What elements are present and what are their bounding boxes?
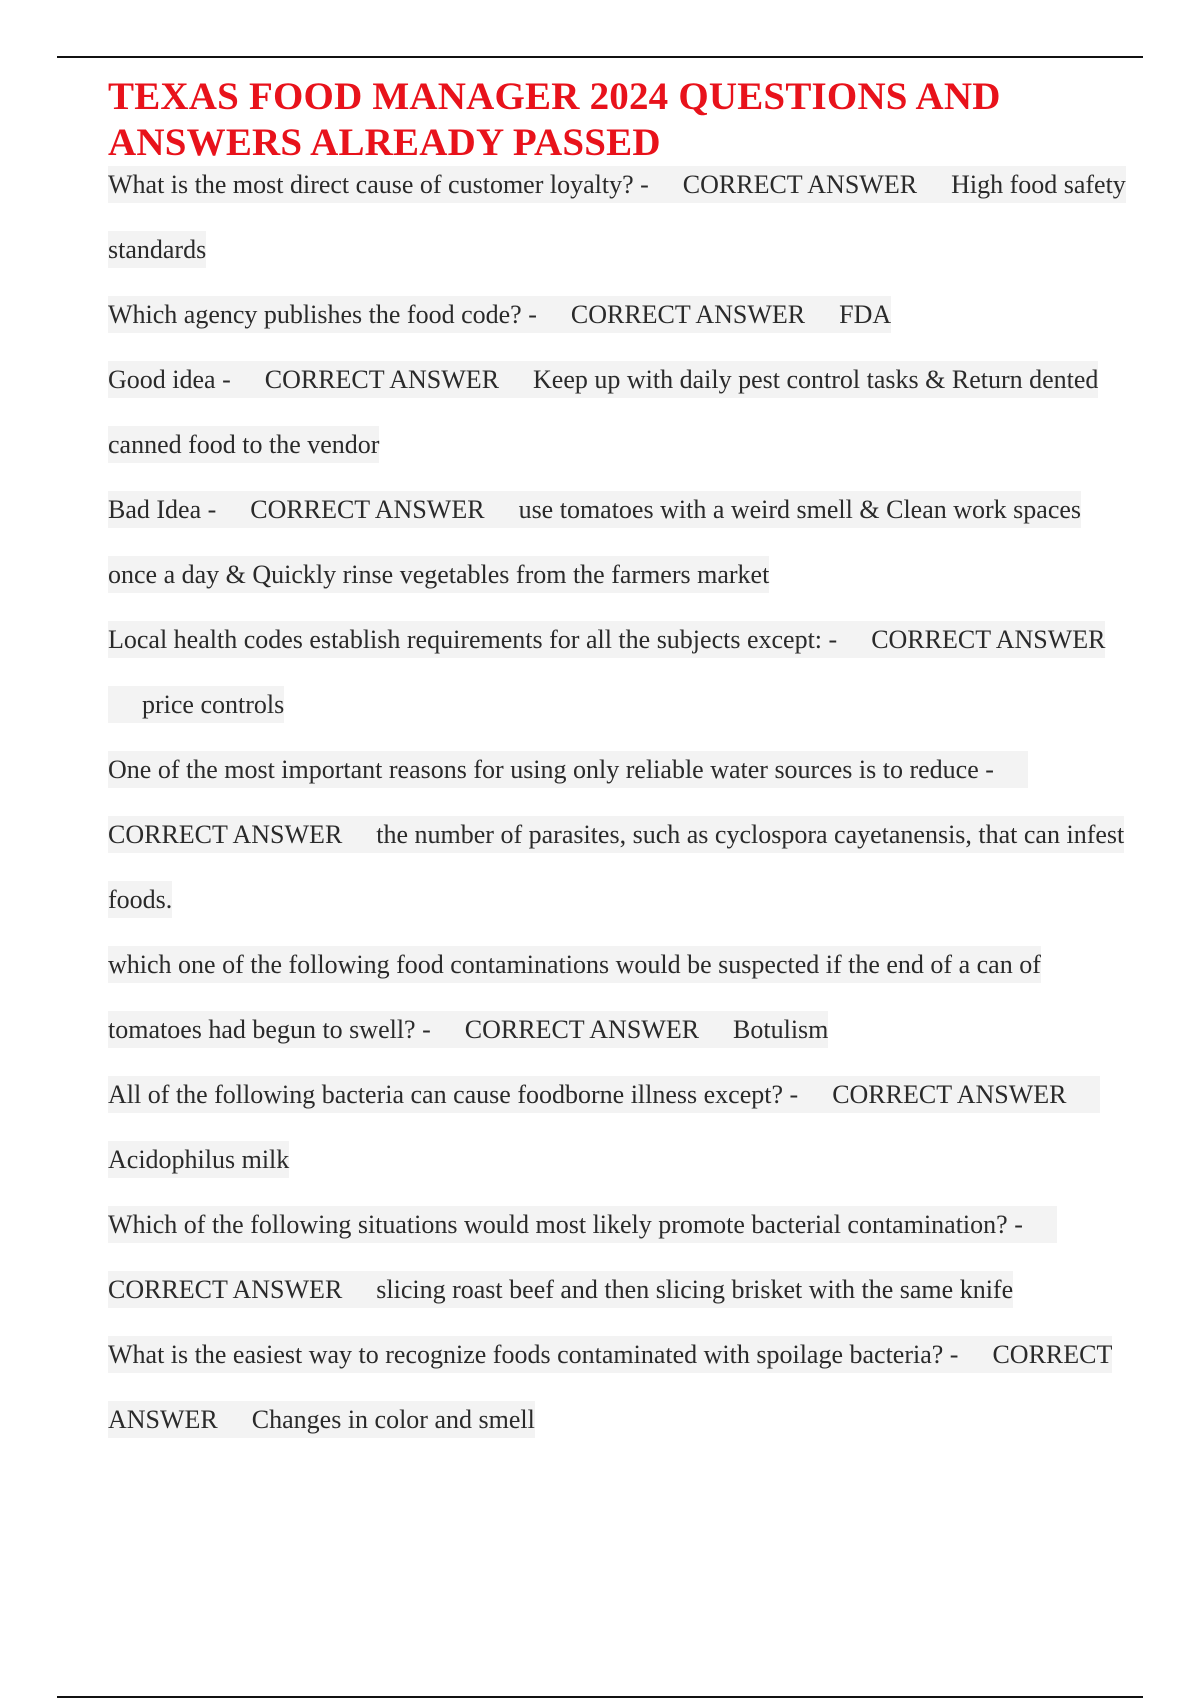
qa-list xyxy=(108,152,1128,1452)
answer-marker: CORRECT ANSWER xyxy=(464,1015,700,1044)
qa-item xyxy=(108,932,1128,1062)
answer-text: Changes in color and smell xyxy=(251,1405,535,1434)
answer-marker: CORRECT ANSWER xyxy=(250,495,485,524)
question-text: Good idea - xyxy=(108,365,231,394)
answer-text: use tomatoes with a weird smell & Clean work spaces once a day & Quickly rinse vegetables from the farmers market xyxy=(108,495,1082,589)
bottom-rule xyxy=(57,1696,1143,1698)
qa-item xyxy=(108,1322,1128,1452)
question-text: Which of the following situations would most likely promote bacterial contamination? - xyxy=(108,1210,1023,1239)
answer-text: FDA xyxy=(839,300,892,329)
answer-marker: CORRECT ANSWER xyxy=(108,1340,1112,1434)
qa-item xyxy=(108,477,1128,607)
answer-marker: CORRECT ANSWER xyxy=(570,300,806,329)
answer-text: the number of parasites, such as cyclospora cayetanensis, that can infest foods. xyxy=(108,820,1125,914)
answer-text: Botulism xyxy=(733,1015,829,1044)
question-text: What is the most direct cause of customer loyalty? - xyxy=(108,170,649,199)
answer-text: Acidophilus milk xyxy=(108,1145,290,1174)
answer-text: price controls xyxy=(142,690,285,719)
qa-item xyxy=(108,282,1128,347)
answer-marker: CORRECT ANSWER xyxy=(871,625,1106,654)
qa-item xyxy=(108,607,1128,737)
answer-marker: CORRECT ANSWER xyxy=(264,365,500,394)
answer-marker: CORRECT ANSWER xyxy=(832,1080,1067,1109)
answer-marker: CORRECT ANSWER xyxy=(682,170,918,199)
qa-item xyxy=(108,737,1128,932)
qa-item xyxy=(108,347,1128,477)
qa-item xyxy=(108,1192,1128,1322)
answer-marker: CORRECT ANSWER xyxy=(108,1275,343,1304)
question-text: One of the most important reasons for using only reliable water sources is to reduce - xyxy=(108,755,994,784)
top-rule xyxy=(57,56,1143,58)
question-text: Bad Idea - xyxy=(108,495,217,524)
answer-text: Keep up with daily pest control tasks & Return dented canned food to the vendor xyxy=(108,365,1099,459)
question-text: which one of the following food contaminations would be suspected if the end of a can of tomatoes had begun to swell? - xyxy=(108,950,1041,1044)
qa-item xyxy=(108,152,1128,282)
question-text: Which agency publishes the food code? - xyxy=(108,300,537,329)
answer-text: High food safety standards xyxy=(108,170,1126,264)
question-text: Local health codes establish requirements for all the subjects except: - xyxy=(108,625,838,654)
answer-marker: CORRECT ANSWER xyxy=(108,820,343,849)
answer-text: slicing roast beef and then slicing brisket with the same knife xyxy=(376,1275,1014,1304)
question-text: All of the following bacteria can cause foodborne illness except? - xyxy=(108,1080,799,1109)
qa-item xyxy=(108,1062,1128,1192)
question-text: What is the easiest way to recognize foods contaminated with spoilage bacteria? - xyxy=(108,1340,959,1369)
page-title: TEXAS FOOD MANAGER 2024 QUESTIONS AND ANSWERS ALREADY PASSED xyxy=(108,75,1001,164)
